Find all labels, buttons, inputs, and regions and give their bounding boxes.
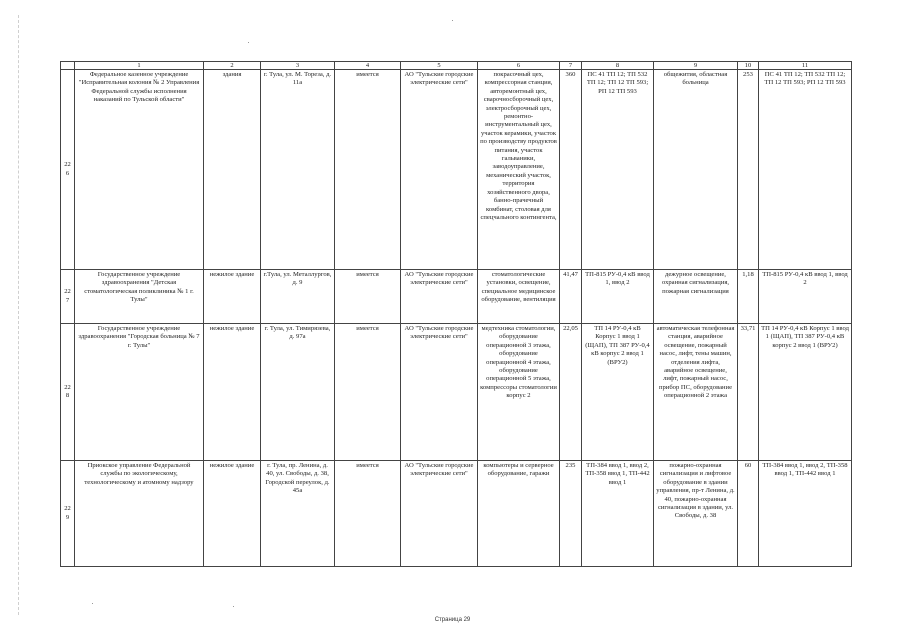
critical-cell [654, 270, 738, 324]
critical-text: пожарно-охранная сигнализация и лифтовое оборудование в здании управления, пр-т Ленина, д. 40, пожарно-охранная сигнализация в здании, ул. Свободы, д. 38 [656, 462, 735, 520]
table-row [61, 461, 852, 567]
header-cell: 10 [738, 62, 759, 70]
address-cell [261, 270, 335, 324]
status-cell [335, 270, 401, 324]
sources-cell [582, 461, 654, 567]
building-cell [204, 270, 261, 324]
supplier-cell [401, 270, 478, 324]
power2-cell [738, 324, 759, 461]
sources-text: ПС 41 ТП 12; ТП 532 ТП 12; ТП 12 ТП 593; РП 12 ТП 593 [586, 71, 649, 95]
header-cell: 5 [401, 62, 478, 70]
row-number: 226 [61, 70, 75, 270]
header-cell-blank [61, 62, 75, 70]
scan-margin-line [18, 15, 19, 615]
table-row [61, 270, 852, 324]
supplier-text: АО "Тульские городские электрические сети" [404, 462, 474, 478]
consumers-cell [478, 461, 560, 567]
status-text: имеется [356, 462, 379, 469]
org-text: Федеральное казенное учреждение "Исправительная колония № 2 Управления Федеральной службы исполнения наказаний по Тульской области" [78, 71, 200, 104]
power-cell [560, 70, 582, 270]
supplier-cell [401, 324, 478, 461]
sources-text: ТП-384 ввод 1, ввод 2, ТП-358 ввод 1, ТП-442 ввод 1 [585, 462, 650, 486]
power-cell [560, 324, 582, 461]
power-text: 41,47 [563, 271, 578, 278]
row-number: 227 [61, 270, 75, 324]
critical-cell [654, 461, 738, 567]
sources2-cell [759, 324, 852, 461]
sources2-cell [759, 70, 852, 270]
table-row [61, 324, 852, 461]
sources2-text: ТП-384 ввод 1, ввод 2, ТП-358 ввод 1, ТП-442 ввод 1 [762, 462, 848, 478]
building-text: нежилое здание [209, 325, 255, 332]
building-text: нежилое здание [209, 271, 255, 278]
critical-cell [654, 324, 738, 461]
sources2-text: ТП 14 РУ-0,4 кВ Корпус 1 ввод 1 (ЩАП), ТП 387 РУ-0,4 кВ корпус 2 ввод 1 (ВРУ2) [761, 325, 849, 349]
power2-cell [738, 70, 759, 270]
data-table [60, 61, 852, 567]
header-cell: 6 [478, 62, 560, 70]
power-text: 235 [565, 462, 576, 469]
consumers-cell [478, 324, 560, 461]
consumers-text: компьютеры и серверное оборудование, гаражи [483, 462, 554, 478]
org-cell [75, 270, 204, 324]
header-cell: 3 [261, 62, 335, 70]
critical-text: дежурное освещение, охранная сигнализация, пожарная сигнализация [661, 271, 730, 295]
sources2-cell [759, 270, 852, 324]
building-text: здания [222, 71, 242, 78]
supplier-text: АО "Тульские городские электрические сети" [404, 271, 474, 287]
address-text: г. Тула, пр. Ленина, д. 40, ул. Свободы, д. 38, Городской переулок, д. 45а [265, 462, 330, 495]
org-text: Государственное учреждение здравоохранения "Детская стоматологическая поликлиника № 1 г. Тулы" [84, 271, 194, 304]
header-cell: 9 [654, 62, 738, 70]
org-text: Государственное учреждение здравоохранения "Городская больница № 7 г. Тулы" [78, 325, 200, 349]
status-cell [335, 70, 401, 270]
building-text: нежилое здание [209, 462, 255, 469]
consumers-text: покрасочный цех, компрессорная станция, авторемонтный цех, сварочносборочный цех, электросборочный цех, ремонтно-инструментальный цех, участок керамики, участок по производству продуктов питания, участок гальваники, заводоуправление, механический участок, территория хозяйственного двора, банно-прачечный комбинат, столовая для спецчального контингента, [480, 71, 557, 221]
page-number: Страница 29 [434, 617, 471, 623]
power2-text: 33,71 [740, 325, 756, 332]
header-cell: 11 [759, 62, 852, 70]
header-cell: 2 [204, 62, 261, 70]
row-number: 228 [61, 324, 75, 461]
row-number: 229 [61, 461, 75, 567]
scan-speck [92, 603, 93, 604]
header-cell: 4 [335, 62, 401, 70]
critical-text: автоматическая телефонная станция, аварийное освещение, пожарный насос, лифт, тены машин, отделения лифта, аварийное освещение, лифт, пожарный насос, прибор ПС, оборудование операционной 2 этажа [656, 325, 735, 400]
address-cell [261, 70, 335, 270]
address-text: г. Тула, ул. Тимирязева, д. 97а [264, 325, 331, 341]
status-cell [335, 461, 401, 567]
supplier-text: АО "Тульские городские электрические сети" [404, 71, 474, 87]
power2-text: 1,18 [742, 271, 754, 278]
status-cell [335, 324, 401, 461]
sources2-text: ТП-815 РУ-0,4 кВ ввод 1, ввод 2 [762, 271, 848, 287]
building-cell [204, 70, 261, 270]
sources-cell [582, 270, 654, 324]
table-header-row [61, 62, 852, 70]
address-text: г. Тула, ул. М. Тореза, д. 11а [263, 71, 332, 87]
sources-cell [582, 70, 654, 270]
scan-speck [233, 606, 234, 607]
org-text: Приокское управление Федеральной службы по экологическому, технологическому и атомному надзору [84, 462, 194, 486]
supplier-text: АО "Тульские городские электрические сети" [404, 325, 474, 341]
header-cell: 7 [560, 62, 582, 70]
status-text: имеется [356, 71, 379, 78]
building-cell [204, 461, 261, 567]
sources2-text: ПС 41 ТП 12; ТП 532 ТП 12; ТП 12 ТП 593; РП 12 ТП 593 [764, 71, 846, 87]
sources2-cell [759, 461, 852, 567]
power-cell [560, 270, 582, 324]
status-text: имеется [356, 325, 379, 332]
power2-text: 60 [744, 462, 752, 469]
header-cell: 1 [75, 62, 204, 70]
status-text: имеется [356, 271, 379, 278]
critical-text: общежития, областная больница [663, 71, 728, 87]
critical-cell [654, 70, 738, 270]
address-text: г.Тула, ул. Металлургов, д. 9 [263, 271, 332, 287]
scan-speck [248, 42, 249, 43]
org-cell [75, 461, 204, 567]
building-cell [204, 324, 261, 461]
sources-text: ТП 14 РУ-0,4 кВ Корпус 1 ввод 1 (ЩАП), ТП 387 РУ-0,4 кВ корпус 2 ввод 1 (ВРУ2) [585, 325, 650, 366]
sources-cell [582, 324, 654, 461]
power2-text: 253 [743, 71, 753, 78]
power-text: 360 [565, 71, 576, 78]
sources-text: ТП-815 РУ-0,4 кВ ввод 1, ввод 2 [585, 271, 650, 287]
power-text: 22,05 [563, 325, 578, 332]
power2-cell [738, 270, 759, 324]
address-cell [261, 324, 335, 461]
consumers-cell [478, 270, 560, 324]
consumers-text: стоматологические установки, освещение, специальное медицинское оборудование, вентиляция [481, 271, 556, 304]
consumers-cell [478, 70, 560, 270]
org-cell [75, 70, 204, 270]
consumers-text: медтехника стоматологии, оборудование операционной 3 этажа, оборудование операционной 4 этажа, оборудование операционной 5 этажа, компрессоры стоматологии корпус 2 [480, 325, 557, 400]
supplier-cell [401, 461, 478, 567]
address-cell [261, 461, 335, 567]
supplier-cell [401, 70, 478, 270]
power-cell [560, 461, 582, 567]
scan-speck [452, 20, 453, 21]
header-cell: 8 [582, 62, 654, 70]
org-cell [75, 324, 204, 461]
power2-cell [738, 461, 759, 567]
table-row [61, 70, 852, 270]
